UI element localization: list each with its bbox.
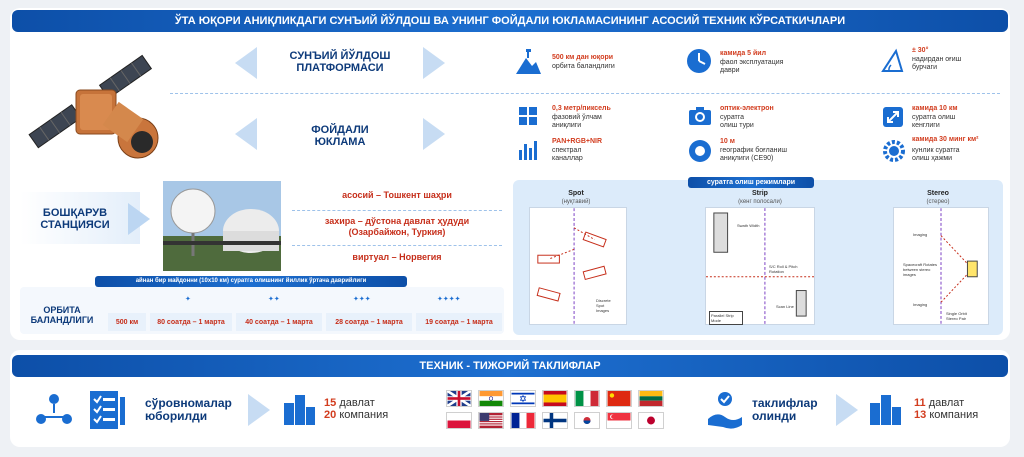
spec-resolution-value: 0,3 метр/пиксель: [552, 105, 611, 112]
offers-received-line2: олинди: [752, 409, 797, 423]
recv-companies-label: компания: [929, 409, 979, 421]
offers-received-stats: [914, 397, 978, 421]
divider-line: [292, 245, 502, 246]
ground-backup-line2: (Озарбайжон, Туркия): [348, 227, 446, 237]
platform-label-line1: СУНЪИЙ ЙЎЛДОШ: [289, 50, 391, 62]
spec-bands-text2: каналлар: [552, 155, 583, 162]
spec-bands-value: PAN+RGB+NIR: [552, 138, 603, 145]
spot-subtitle: (нуқтавий): [561, 199, 591, 205]
payload-label: [270, 124, 410, 148]
target-icon: [688, 139, 712, 163]
japan-flag: [638, 412, 664, 429]
sent-countries-value: 15: [324, 397, 337, 409]
orbit-altitude-label: [22, 305, 102, 325]
spec-daily-text2: олиш ҳажми: [912, 155, 953, 162]
revisit-title: айнан бир майдонни (10x10 км) суратга олишнинг йиллик ўртача даврийлиги: [95, 276, 407, 287]
checklist-icon: [88, 389, 128, 431]
divider-line: [170, 93, 1000, 94]
revisit-cell: 28 соатда – 1 марта: [326, 313, 412, 331]
angle-icon: [880, 48, 906, 74]
satellite-icon: ✦✦✦: [353, 296, 371, 303]
spec-geolocation-text1: географик боғланиш: [720, 147, 788, 154]
spec-lifetime-text1: фаол эксплуатация: [720, 59, 784, 66]
buildings-icon: [868, 393, 902, 425]
platform-label: [270, 50, 410, 74]
satellite-icon: ✦: [185, 296, 191, 303]
spec-daily-text1: кунлик суратга: [912, 147, 960, 154]
sent-countries-label: давлат: [339, 397, 375, 409]
china-flag: [606, 390, 632, 407]
stereo-note-line1: Single Orbit: [946, 311, 967, 316]
bars-icon: [518, 140, 540, 160]
payload-label-line1: ФОЙДАЛИ: [311, 124, 369, 136]
chevron-right-icon: [423, 118, 445, 150]
divider-line: [292, 210, 502, 211]
spec-angle-text2: бурчаги: [912, 64, 938, 71]
satellite-icon: ✦✦✦✦: [437, 296, 461, 303]
stereo-note-line2: Stereo Pair: [946, 316, 967, 321]
requests-sent-line2: юборилди: [145, 409, 208, 423]
spec-geolocation-text2: аниқлиги (CE90): [720, 155, 774, 162]
spec-resolution-text1: фазовий ўлчам: [552, 114, 602, 121]
strip-roll-label: S/C Roll & Pitch Rotation: [769, 264, 798, 274]
stereo-note: [946, 311, 967, 321]
spot-note-line1: Discrete: [596, 298, 611, 303]
stereo-imaging1-label: Imaging: [913, 232, 928, 237]
spec-lifetime-value: камида 5 йил: [720, 50, 767, 57]
lithuania-flag: [638, 390, 664, 407]
imaging-modes-title: суратга олиш режимлари: [688, 177, 814, 188]
buildings-icon: [282, 393, 316, 425]
strip-title: Strip: [752, 190, 768, 197]
offers-title: ТЕХНИК - ТИЖОРИЙ ТАКЛИФЛАР: [12, 355, 1008, 377]
strip-subtitle: (кенг полосали): [738, 199, 782, 205]
france-flag: [510, 412, 536, 429]
sent-countries: [324, 397, 388, 409]
recv-companies: [914, 409, 978, 421]
clock-icon: [686, 48, 712, 74]
south-korea-flag: [574, 412, 600, 429]
spec-sensor-value: оптик-электрон: [720, 105, 774, 112]
page-title: ЎТА ЮҚОРИ АНИҚЛИКДАГИ СУНЪИЙ ЙЎЛДОШ ВА УНИНГ ФОЙДАЛИ ЮКЛАМАСИНИНГ АСОСИЙ ТЕХНИК КЎРСАТКИЧЛАРИ: [12, 10, 1008, 32]
spec-swath-text2: кенглиги: [912, 122, 940, 129]
ground-station-label: [20, 207, 130, 231]
requests-sent-label: [145, 397, 232, 423]
platform-label-line2: ПЛАТФОРМАСИ: [296, 62, 384, 74]
spec-resolution-text2: аниқлиги: [552, 122, 582, 129]
israel-flag: [510, 390, 536, 407]
stereo-imaging2-label: Imaging: [913, 302, 928, 307]
requests-sent-line1: сўровномалар: [145, 396, 232, 410]
spec-sensor-text1: суратга: [720, 114, 745, 121]
spec-daily-value: камида 30 минг км²: [912, 136, 979, 143]
recv-countries: [914, 397, 978, 409]
chevron-right-icon: [128, 203, 150, 235]
spec-geolocation-value: 10 м: [720, 138, 735, 145]
strip-scan-label: Scan Line: [776, 304, 794, 309]
ground-station-photo: [163, 181, 281, 271]
sent-companies-label: компания: [339, 409, 389, 421]
requests-sent-stats: [324, 397, 388, 421]
spec-sensor-text2: олиш тури: [720, 122, 754, 129]
recv-companies-value: 13: [914, 409, 927, 421]
finland-flag: [542, 412, 568, 429]
people-network-icon: [33, 389, 75, 431]
recv-countries-value: 11: [914, 397, 926, 409]
chevron-left-icon: [235, 118, 257, 150]
stereo-subtitle: (стерео): [926, 199, 950, 205]
ground-main-location: асосий – Тошкент шаҳри: [342, 190, 452, 200]
strip-swath-label: Swath Width: [737, 223, 760, 228]
spec-orbit-value: 500 км дан юқори: [552, 54, 614, 61]
spot-note: [596, 298, 611, 313]
mountain-icon: [514, 48, 542, 76]
spot-note-line2: Spot: [596, 303, 605, 308]
spain-flag: [542, 390, 568, 407]
satellite-image: [18, 38, 163, 168]
grid-icon: [518, 106, 538, 126]
orbit-label-line1: ОРБИТА: [43, 305, 81, 315]
sent-companies: [324, 409, 388, 421]
chevron-right-icon: [248, 394, 270, 426]
chevron-left-icon: [235, 47, 257, 79]
payload-label-line2: ЮКЛАМА: [314, 136, 366, 148]
spot-note-line3: Images: [596, 308, 610, 313]
spec-swath-text1: суратга олиш: [912, 114, 956, 121]
italy-flag: [574, 390, 600, 407]
spec-orbit-text: орбита баландлиги: [552, 63, 615, 70]
ground-backup-line1: захира – дўстона давлат ҳудуди: [324, 216, 470, 226]
camera-icon: [688, 106, 712, 126]
revisit-cell: 80 соатда – 1 марта: [150, 313, 232, 331]
singapore-flag: [606, 412, 632, 429]
spec-swath-value: камида 10 км: [912, 105, 958, 112]
revisit-cell: 500 км: [108, 313, 146, 331]
spec-angle-value: ± 30°: [912, 47, 929, 54]
satellite-icon: ✦✦: [268, 296, 280, 303]
revisit-cell: 19 соатда – 1 марта: [416, 313, 502, 331]
spot-title: Spot: [568, 190, 584, 197]
uk-flag: [446, 390, 472, 407]
ground-virtual-location: виртуал – Норвегия: [352, 252, 442, 262]
gear-globe-icon: [882, 139, 906, 163]
recv-countries-label: давлат: [928, 397, 965, 409]
spec-angle-text1: надирдан оғиш: [912, 56, 962, 63]
spot-diagram: [529, 207, 627, 325]
ground-label-line1: БОШҚАРУВ: [42, 207, 108, 219]
chevron-right-icon: [423, 47, 445, 79]
expand-icon: [882, 106, 904, 128]
offers-received-line1: таклифлар: [752, 396, 818, 410]
handshake-icon: [705, 389, 745, 431]
sent-companies-value: 20: [324, 409, 337, 421]
revisit-cell: 40 соатда – 1 марта: [236, 313, 322, 331]
orbit-label-line2: БАЛАНДЛИГИ: [30, 315, 94, 325]
stereo-rotates-label: Spacecraft Rotates between stereo images: [903, 262, 938, 277]
usa-flag: [478, 412, 504, 429]
ground-label-line2: СТАНЦИЯСИ: [40, 219, 110, 231]
offers-received-label: [752, 397, 818, 423]
strip-parallel-label: Parallel Strip Mode: [709, 311, 743, 325]
ground-backup-location: [292, 216, 502, 238]
spec-bands-text1: спектрал: [552, 147, 582, 154]
india-flag: [478, 390, 504, 407]
chevron-right-icon: [836, 394, 858, 426]
spec-lifetime-text2: даври: [720, 67, 740, 74]
stereo-title: Stereo: [927, 190, 949, 197]
poland-flag: [446, 412, 472, 429]
